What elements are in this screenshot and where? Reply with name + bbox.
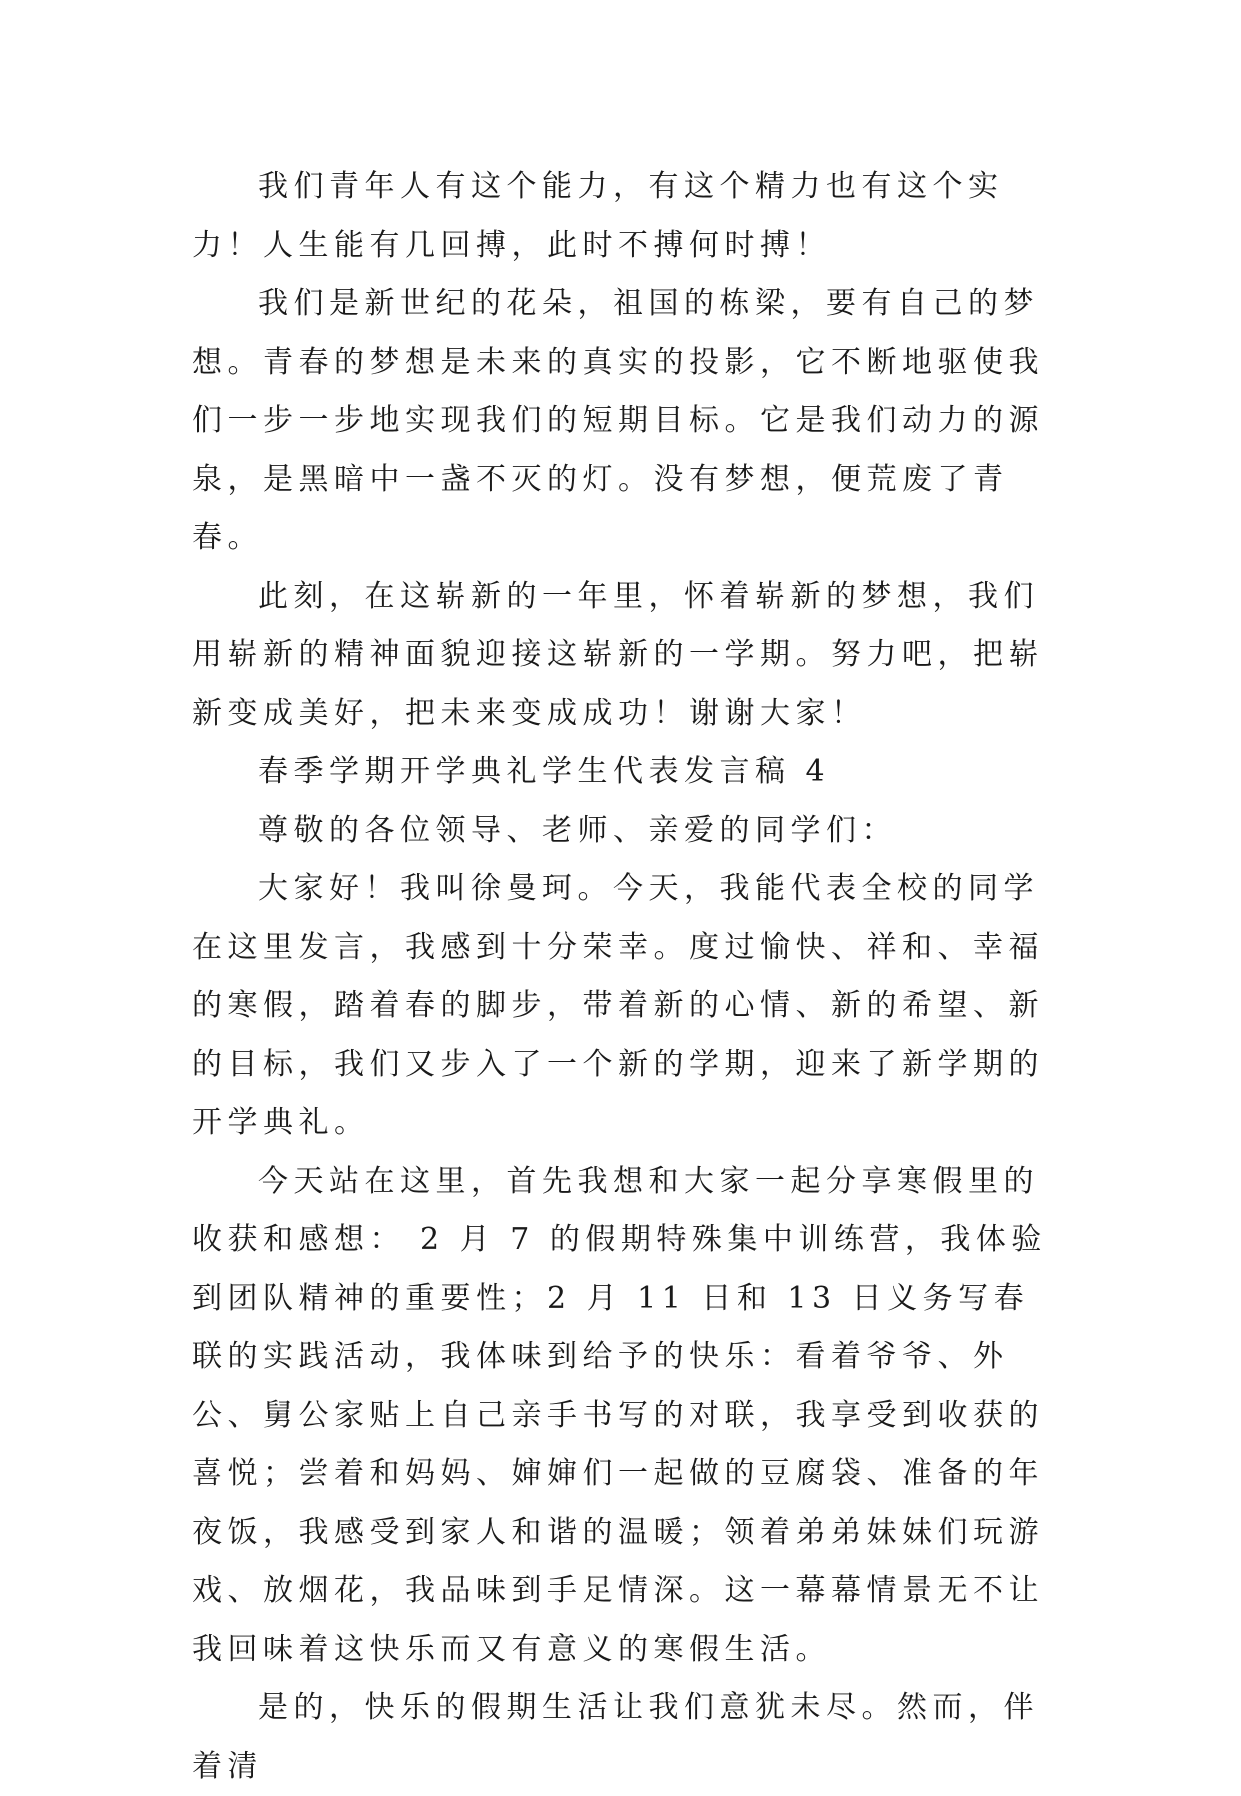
document-body: [192, 158, 1052, 1796]
paragraph-3: 此刻，在这崭新的一年里，怀着崭新的梦想，我们用崭新的精神面貌迎接这崭新的一学期。努力吧，把崭新变成美好，把未来变成成功！谢谢大家！: [192, 578, 1044, 731]
paragraph-1: 我们青年人有这个能力，有这个精力也有这个实力！人生能有几回搏，此时不搏何时搏！: [192, 169, 1004, 263]
paragraph-2: 我们是新世纪的花朵，祖国的栋梁，要有自己的梦想。青春的梦想是未来的真实的投影，它不断地驱使我们一步一步地实现我们的短期目标。它是我们动力的源泉，是黑暗中一盏不灭的灯。没有梦想，便荒废了青春。: [192, 286, 1044, 555]
paragraph-4: 大家好！我叫徐曼珂。今天，我能代表全校的同学在这里发言，我感到十分荣幸。度过愉快、祥和、幸福的寒假，踏着春的脚步，带着新的心情、新的希望、新的目标，我们又步入了一个新的学期，迎来了新学期的开学典礼。: [192, 871, 1044, 1140]
salutation: 尊敬的各位领导、老师、亲爱的同学们：: [258, 812, 897, 848]
paragraph-5: 今天站在这里，首先我想和大家一起分享寒假里的收获和感想： 2 月 7 的假期特殊集中训练营，我体验到团队精神的重要性；2 月 11 日和 13 日义务写春联的实践活动，我体味到给予的快乐：看着爷爷、外公、舅公家贴上自己亲手书写的对联，我享受到收获的喜悦；尝着和妈妈、婶婶们一起做的豆腐袋、准备的年夜饭，我感受到家人和谐的温暖；领着弟弟妹妹们玩游戏、放烟花，我品味到手足情深。这一幕幕情景无不让我回味着这快乐而又有意义的寒假生活。: [192, 1163, 1047, 1667]
section-title: 春季学期开学典礼学生代表发言稿 4: [258, 754, 831, 789]
paragraph-6: 是的，快乐的假期生活让我们意犹未尽。然而，伴着清: [192, 1690, 1039, 1784]
